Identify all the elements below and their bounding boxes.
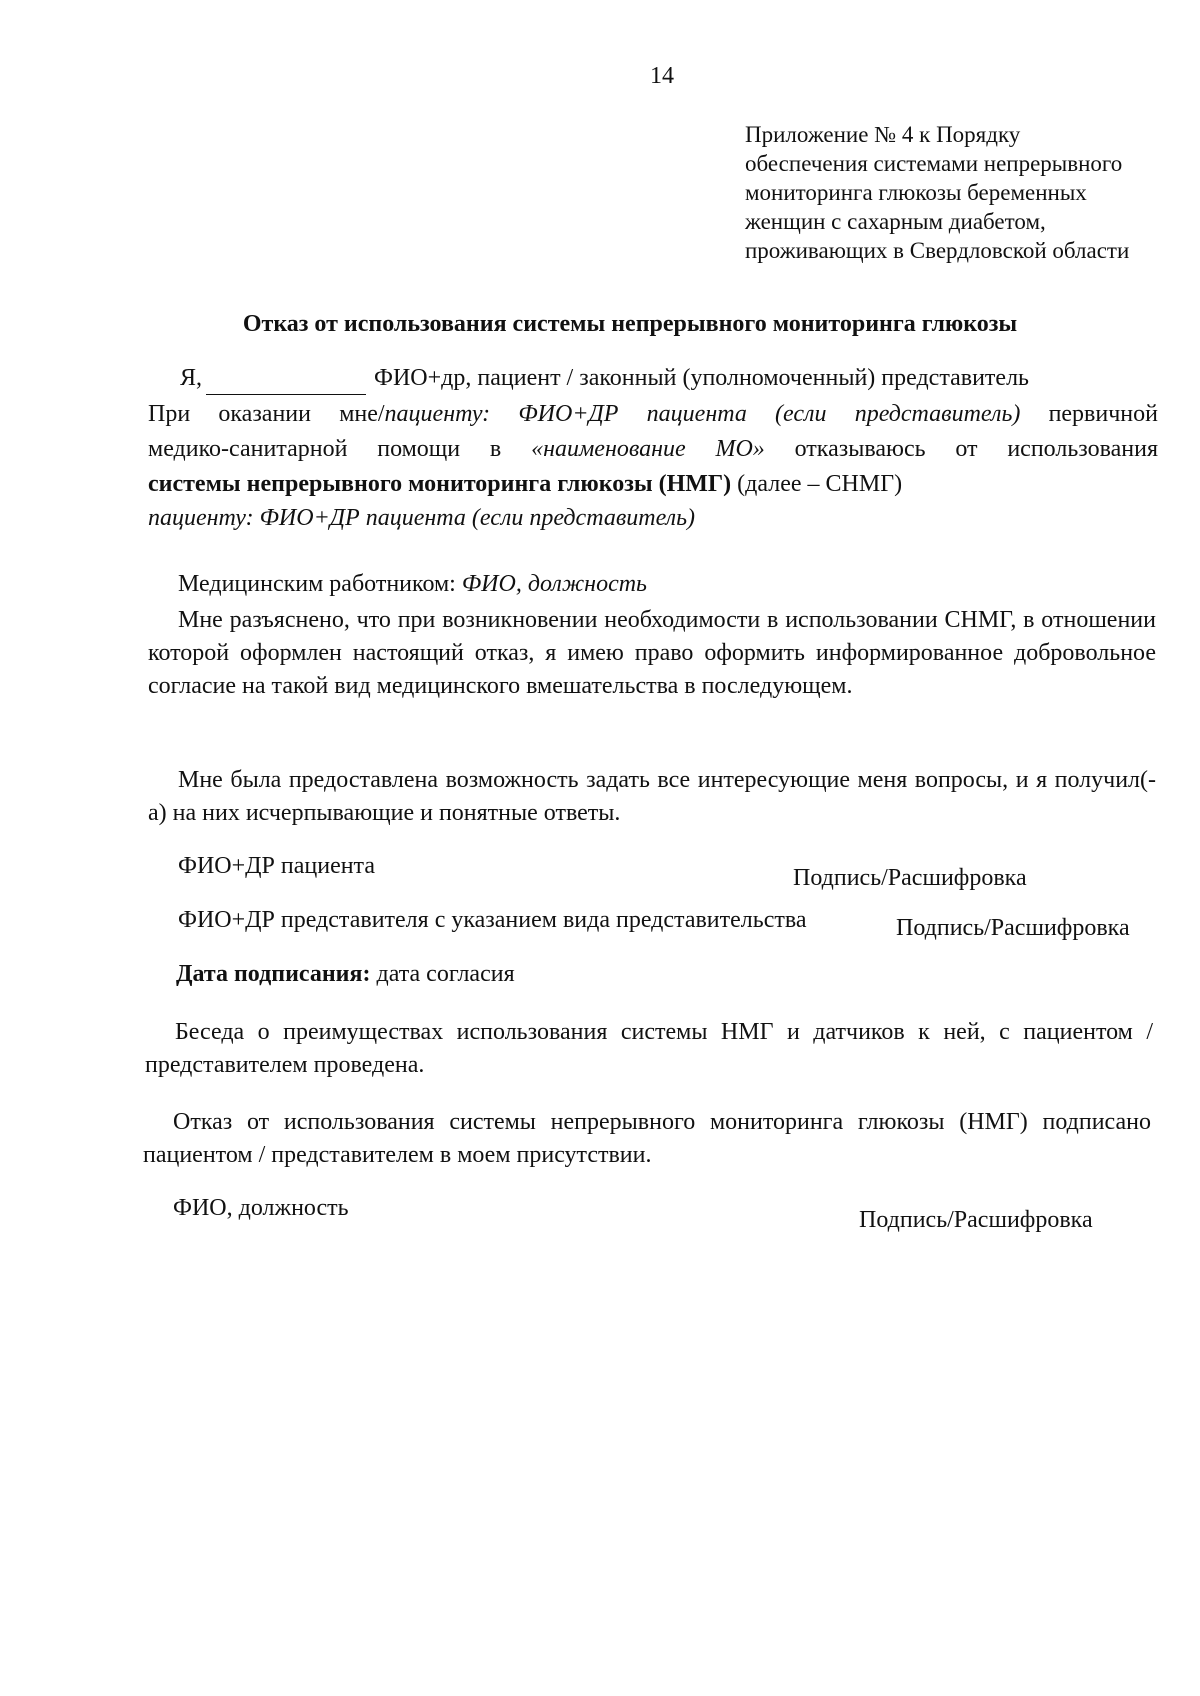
signature-row-staff [143,1192,1153,1233]
signature-left-label: ФИО+ДР представителя с указанием вида представительства [178,907,807,933]
intro-after-blank: ФИО+др, пациент / законный (уполномоченный) представитель [374,365,1029,391]
mo-name-placeholder: «наименование МО» [531,436,765,462]
appendix-note [745,120,1165,265]
medical-worker-value: ФИО, должность [461,571,647,597]
intro-line-4 [148,468,1158,501]
intro-text: первичной [1020,401,1158,427]
patient-placeholder: пациенту: ФИО+ДР пациента (если представитель) [148,505,695,531]
intro-text: (далее – СНМГ) [731,471,903,497]
signed-paragraph: Отказ от использования системы непрерывного мониторинга глюкозы (НМГ) подписано пациентом / представителем в моем присутствии. [143,1109,1151,1168]
intro-line-3 [148,433,1158,466]
intro-line-5 [148,502,1158,535]
intro-line-1 [180,362,1100,395]
signature-right-label: Подпись/Расшифровка [859,1207,1093,1233]
signing-date-label: Дата подписания: [176,961,371,987]
signature-right-label: Подпись/Расшифровка [793,865,1027,891]
intro-text: отказываюсь от использования [764,436,1159,462]
signing-date-value: дата согласия [370,961,515,987]
name-blank-line [206,368,366,395]
system-name-bold: системы непрерывного мониторинга глюкозы (НМГ) [148,471,732,497]
appendix-line: обеспечения системами непрерывного [745,151,1123,176]
explained-paragraph: Мне разъяснено, что при возникновении необходимости в использовании СНМГ, в отношении которой оформлен настоящий отказ, я имею право оформить информированное добровольное согласие на такой вид медицинского вмешательства в последующем. [148,607,1156,699]
signature-right-label: Подпись/Расшифровка [896,915,1130,941]
signature-left-label: ФИО, должность [173,1195,349,1221]
intro-italic: пациенту: ФИО+ДР пациента (если представитель) [384,401,1021,427]
medical-worker-line [178,568,1188,601]
appendix-line: мониторинга глюкозы беременных [745,180,1087,205]
page-number: 14 [650,63,674,89]
intro-line-2 [148,398,1158,431]
signature-row-patient [148,850,1158,891]
signature-left-label: ФИО+ДР пациента [178,853,375,879]
intro-text: При оказании мне/ [148,401,385,427]
intro-ya: Я, [180,365,203,391]
appendix-line: Приложение № 4 к Порядку [745,122,1021,147]
intro-text: медико-санитарной помощи в [148,436,532,462]
signing-date-line [176,958,1186,991]
appendix-line: женщин с сахарным диабетом, [745,209,1046,234]
medical-worker-label: Медицинским работником: [178,571,462,597]
questions-paragraph: Мне была предоставлена возможность задать все интересующие меня вопросы, и я получил(-а) на них исчерпывающие и понятные ответы. [148,767,1156,826]
appendix-line: проживающих в Свердловской области [745,238,1130,263]
signature-row-representative [148,904,1158,941]
conversation-paragraph: Беседа о преимуществах использования системы НМГ и датчиков к ней, с пациентом / представителем проведена. [145,1019,1153,1078]
document-title: Отказ от использования системы непрерывного мониторинга глюкозы [242,311,1018,337]
